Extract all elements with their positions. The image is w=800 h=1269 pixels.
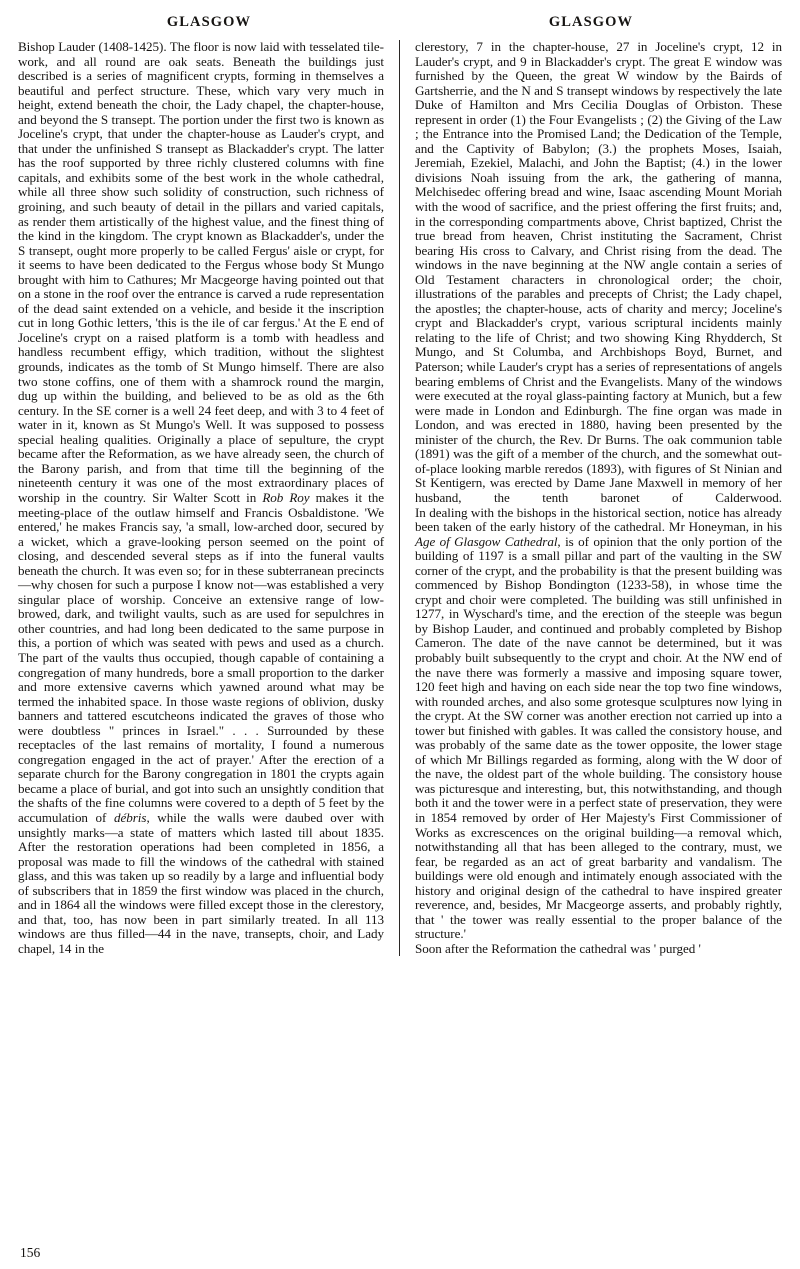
paragraph: In dealing with the bishops in the historical section, notice has already been taken of the early history of the cathedral. Mr Honeyman, in his Age of Glasgow Cathedral, is of opinion that the only portion of the building of 1197 is a small pillar and part of the vaulting in the SW corner of the crypt, and the probability is that the present building was commenced by Bishop Bondington (1233-58), in whose time the crypt and choir were completed. The building was still unfinished in 1277, in Wyschard's time, and the erection of the steeple was begun by Bishop Lauder, and continued and probably completed by Bishop Cameron. The date of the nave cannot be determined, but it was probably built subsequently to the crypt and choir. At the NW end of the nave there was formerly a massive and imposing square tower, 120 feet high and having on each side near the top two fine windows, with rounded arches, and also some grotesque sculptures now lying in the crypt. At the SW corner was another erection not carried up into a tower but finished with gables. It was called the consistory house, and was probably of the same date as the tower opposite, the lower stage of which Mr Billings regarded as forming, along with the W door of the nave, the oldest part of the whole building. The consistory house was picturesque and interesting, but, this notwithstanding, and though both it and the tower were in a perfect state of preservation, they were in 1854 removed by order of Her Majesty's First Commissioner of Works as excrescences on the original building—a removal which, notwithstanding all that has been alleged to the contrary, must, we fear, be regarded as an act of great barbarity and vandalism. The buildings were old enough and intimately enough associated with the history and original design of the cathedral to have inspired greater reverence, and, besides, Mr Macgeorge asserts, and probably rightly, that ' the tower was really essential to the proper balance of the structure.' — [415, 504, 782, 942]
page-number: 156 — [20, 1245, 41, 1260]
running-head-right: GLASGOW — [548, 14, 634, 30]
paragraph: After the restoration operations had been completed in 1856, a proposal was made to fill the windows of the cathedral with stained glass, and this was taken up so readily by a large and influential body of subscribers that in 1859 the first window was placed in the church, and in 1864 all the windows were filled except those in the clerestory, and that, too, has now been in part similarly treated. In all 113 windows are thus filled—44 in the nave, transepts, choir, and Lady chapel, 14 in the — [18, 839, 384, 956]
left-column — [18, 40, 400, 956]
two-column-body — [18, 40, 782, 956]
running-heads — [18, 14, 782, 31]
paragraph: Bishop Lauder (1408-1425). The floor is now laid with tesselated tile-work, and all round are oak seats. Beneath the buildings just described is a series of magnificent crypts, forming in themselves a beautiful and perfect structure. These, which vary very much in height, extend beneath the choir, the Lady chapel, the chapter-house, and beyond the S transept. The portion under the first two is known as Joceline's crypt, that under the chapter-house as Lauder's crypt, and that under the unfinished S transept as Blackadder's crypt. The latter has the roof supported by three richly clustered columns with fine capitals, and exhibits some of the best work in the whole cathedral, while all three show such solidity of construction, such richness of groining, and such beauty of detail in the pillars and varied capitals, as render them artistically of the highest value, and the finest thing of the kind in the kingdom. The crypt known as Blackadder's, under the S transept, ought more properly to be called Fergus' aisle or crypt, for it seems to have been dedicated to the Fergus whose body St Mungo brought with him to Cathures; Mr Macgeorge having pointed out that on a stone in the roof over the entrance is carved a rude representation of the dead saint extended on a vehicle, and beside it the inscription cut in long Gothic letters, 'this is the ile of car fergus.' At the E end of Joceline's crypt on a raised platform is a tomb with headless and handless recumbent effigy, which tradition, without the slightest grounds, indicates as the tomb of St Mungo himself. There are also two stone coffins, one of them with a shamrock round the margin, dug up within the building, and believed to be as old as the 6th century. In the SE corner is a well 24 feet deep, and with 3 to 4 feet of water in it, known as St Mungo's Well. It was supposed to possess special healing qualities. Originally a place of sepulture, the crypt became after the Reformation, as we have already seen, the church of the Barony parish, and from that time till the beginning of the nineteenth century it was one of the most extraordinary places of worship in the country. Sir Walter Scott in Rob Roy makes it the meeting-place of the outlaw himself and Francis Osbaldistone. 'We entered,' he makes Francis say, 'a small, low-arched door, secured by a wicket, which a grave-looking person seemed on the point of closing, and descended several steps as if into the funeral vaults beneath the church. It was even so; for in these subterranean precincts—why chosen for such a purpose I know not—was established a very singular place of worship. Conceive an extensive range of low-browed, dark, and twilight vaults, such as are used for sepulchres in other countries, and had long been dedicated to the same purpose in this, a portion of which was seated with pews and used as a church. The part of the vaults thus occupied, though capable of containing a congregation of many hundreds, bore a small proportion to the darker and more extensive caverns which yawned around what may be termed the inhabited space. In those waste regions of oblivion, dusky banners and tattered escutcheons indicated the graves of those who were doubtless " princes in Israel." . . . Surrounded by these receptacles of the last remains of mortality, I found a numerous congregation engaged in the act of prayer.' After the erection of a separate church for the Barony congregation in 1801 the crypts again became a place of burial, and got into such an unsightly condition that the shafts of the fine columns were covered to a depth of 5 feet by the accumulation of débris, while the walls were daubed over with unsightly marks—a state of matters which lasted till about 1835. — [18, 39, 384, 840]
running-head-left: GLASGOW — [166, 14, 252, 30]
paragraph: clerestory, 7 in the chapter-house, 27 in Joceline's crypt, 12 in Lauder's crypt, and 9 in Blackadder's crypt. The great E window was furnished by the Queen, the great W window by the Bairds of Gartsherrie, and the N and S transept windows by respectively the late Duke of Hamilton and Mrs Cecilia Douglas of Orbiston. These represent in order (1) the Four Evangelists ; (2) the Giving of the Law ; the Entrance into the Promised Land; the Dedication of the Temple, and the Captivity of Babylon; (3.) the prophets Moses, Isaiah, Jeremiah, Ezekiel, Malachi, and John the Baptist; (4.) in the lower divisions Noah issuing from the ark, the gathering of manna, Melchisedec offering bread and wine, Isaac ascending Mount Moriah with the wood of sacrifice, and the priest offering the first fruits; and, in the corresponding compartments above, Christ baptized, Christ the true bread from heaven, Christ instituting the Sacrament, Christ bearing His cross to Calvary, and Christ rising from the dead. The windows in the nave beginning at the NW angle contain a series of Old Testament characters in chronological order; the choir, illustrations of the parables and precepts of Christ; the Lady chapel, the apostles; the chapter-house, acts of charity and mercy; Joceline's crypt and Blackadder's crypt, various scriptural incidents mainly relating to the life of Christ; and two showing King Rhydderch, St Mungo, and St Columba, and Archbishops Boyd, Burnet, and Paterson; while Lauder's crypt has a series of representations of angels bearing emblems of Christ and the Evangelists. Many of the windows were executed at the royal glass-painting factory at Munich, but a few were made in London and Edinburgh. The fine organ was made in London, and was erected in 1880, having been presented by the minister of the church, the Rev. Dr Burns. The oak communion table (1891) was the gift of a member of the church, and the somewhat out-of-place looking marble reredos (1893), with figures of St Ninian and St Kentigern, was erected by Dame Jane Maxwell in memory of her husband, the tenth baronet of Calderwood. — [415, 39, 782, 505]
paragraph: Soon after the Reformation the cathedral was ' purged ' — [415, 940, 701, 956]
right-column — [400, 40, 782, 956]
